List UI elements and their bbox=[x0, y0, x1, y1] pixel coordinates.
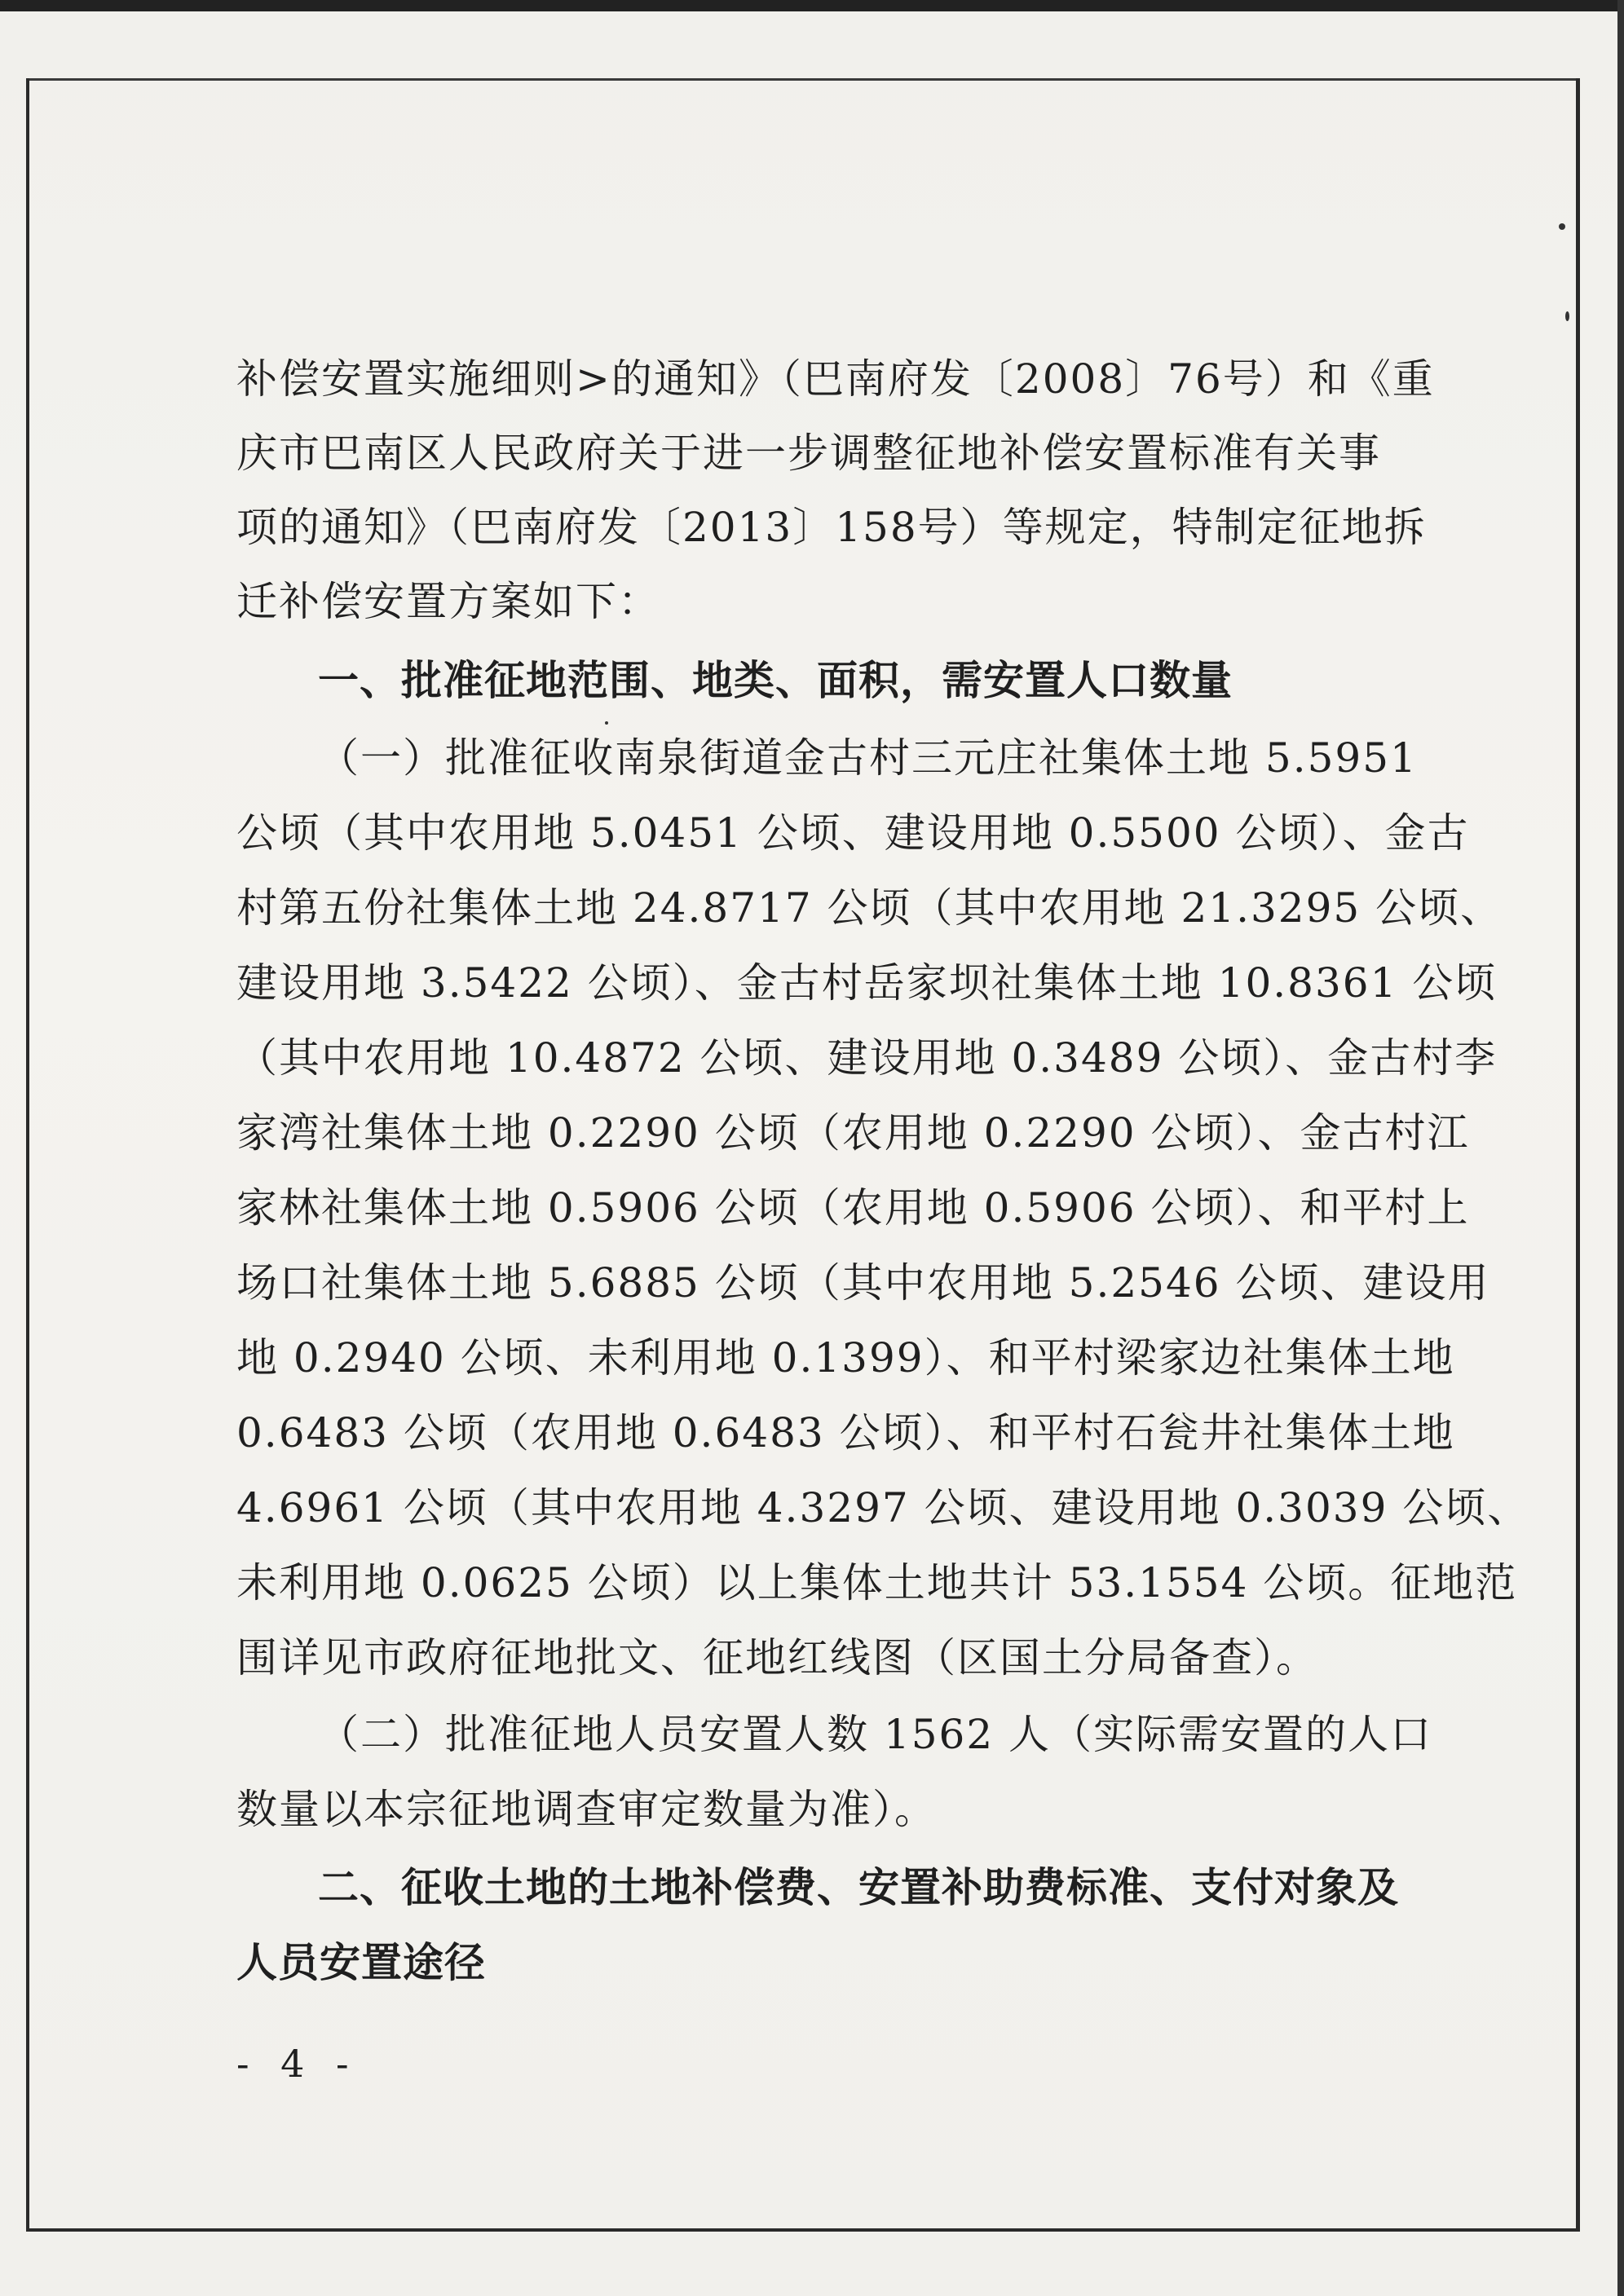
page-border-left bbox=[26, 78, 29, 2230]
section-heading-2: 二、征收土地的土地补偿费、安置补助费标准、支付对象及 bbox=[318, 1864, 1399, 1911]
paragraph-line: 补偿安置实施细则>的通知》（巴南府发〔2008〕76号）和《重 bbox=[236, 355, 1435, 403]
paragraph-line: 4.6961 公顷（其中农用地 4.3297 公顷、建设用地 0.3039 公顷、 bbox=[236, 1484, 1530, 1531]
paragraph-line: 场口社集体土地 5.6885 公顷（其中农用地 5.2546 公顷、建设用 bbox=[236, 1259, 1490, 1307]
paragraph-line: （其中农用地 10.4872 公顷、建设用地 0.3489 公顷）、金古村李 bbox=[236, 1034, 1498, 1082]
section-heading-1: 一、批准征地范围、地类、面积，需安置人口数量 bbox=[318, 657, 1233, 704]
paragraph-line: 公顷（其中农用地 5.0451 公顷、建设用地 0.5500 公顷）、金古 bbox=[236, 809, 1470, 857]
paragraph-line: 未利用地 0.0625 公顷）以上集体土地共计 53.1554 公顷。征地范 bbox=[236, 1559, 1518, 1606]
section-heading-2-continued: 人员安置途径 bbox=[236, 1939, 486, 1986]
page-border-right bbox=[1576, 78, 1580, 2230]
paragraph-line: 数量以本宗征地调查审定数量为准）。 bbox=[236, 1786, 937, 1833]
scan-right-edge bbox=[1617, 0, 1624, 2296]
paragraph-line: 庆市巴南区人民政府关于进一步调整征地补偿安置标准有关事 bbox=[236, 430, 1381, 477]
paragraph-line: （二）批准征地人员安置人数 1562 人（实际需安置的人口 bbox=[318, 1711, 1433, 1758]
paragraph-line: 家湾社集体土地 0.2290 公顷（农用地 0.2290 公顷）、金古村江 bbox=[236, 1109, 1470, 1157]
paragraph-line: 建设用地 3.5422 公顷）、金古村岳家坝社集体土地 10.8361 公顷 bbox=[236, 959, 1498, 1007]
paragraph-line: 家林社集体土地 0.5906 公顷（农用地 0.5906 公顷）、和平村上 bbox=[236, 1184, 1470, 1232]
paragraph-line: 项的通知》（巴南府发〔2013〕158号）等规定，特制定征地拆 bbox=[236, 504, 1427, 551]
scan-speck bbox=[605, 721, 608, 725]
page-border-top bbox=[26, 78, 1579, 81]
paragraph-line: 迁补偿安置方案如下： bbox=[236, 578, 660, 625]
page-number: - 4 - bbox=[236, 2042, 359, 2086]
paragraph-line: 围详见市政府征地批文、征地红线图（区国土分局备查）。 bbox=[236, 1634, 1318, 1681]
page-border-bottom bbox=[26, 2228, 1580, 2232]
scan-speck bbox=[1565, 311, 1569, 321]
scan-top-edge bbox=[0, 0, 1624, 11]
paragraph-line: 村第五份社集体土地 24.8717 公顷（其中农用地 21.3295 公顷、 bbox=[236, 884, 1503, 932]
paragraph-line: 地 0.2940 公顷、未利用地 0.1399）、和平村梁家边社集体土地 bbox=[236, 1334, 1455, 1382]
scan-speck bbox=[1559, 223, 1565, 230]
paragraph-line: 0.6483 公顷（农用地 0.6483 公顷）、和平村石瓮井社集体土地 bbox=[236, 1409, 1455, 1456]
paragraph-line: （一）批准征收南泉街道金古村三元庄社集体土地 5.5951 bbox=[318, 734, 1418, 782]
